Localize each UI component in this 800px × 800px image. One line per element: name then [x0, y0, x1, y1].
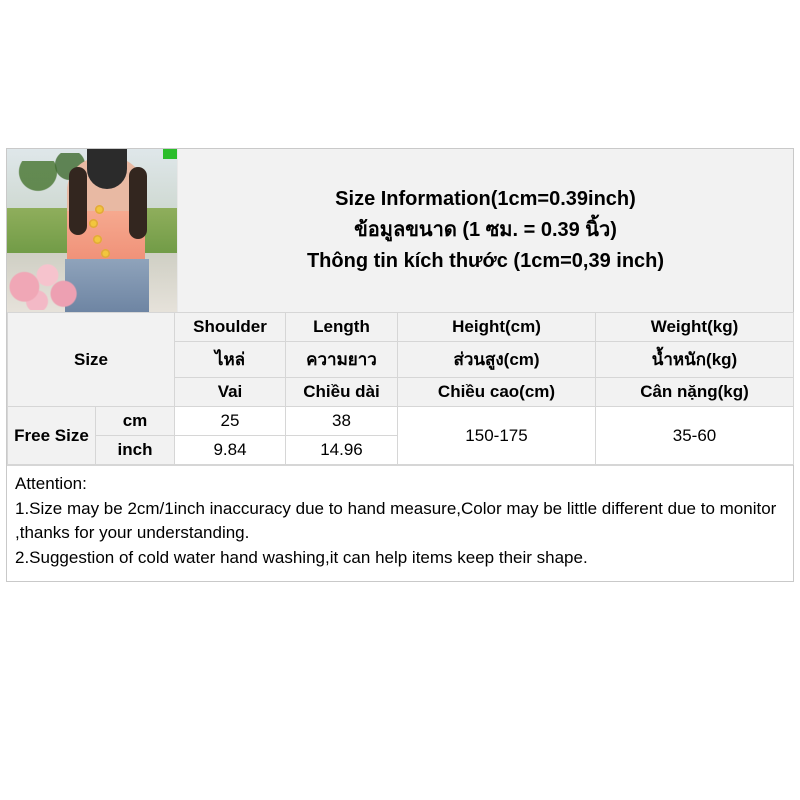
model-braid-right	[129, 167, 147, 239]
col-weight-en: Weight(kg)	[596, 313, 794, 342]
size-information-card	[6, 148, 794, 582]
card-header	[7, 149, 793, 312]
shoulder-inch-value: 9.84	[175, 436, 286, 465]
height-range-value: 150-175	[398, 407, 596, 465]
model-braid-left	[69, 167, 87, 235]
col-length-th: ความยาว	[286, 342, 398, 378]
free-size-label-cell: Free Size	[8, 407, 96, 465]
title-thai: ข้อมูลขนาด (1 ซม. = 0.39 นิ้ว)	[354, 219, 617, 241]
roses-bouquet	[9, 252, 79, 310]
attention-block	[7, 465, 793, 581]
col-height-en: Height(cm)	[398, 313, 596, 342]
model-head	[87, 149, 127, 189]
unit-inch-cell: inch	[96, 436, 175, 465]
length-cm-value: 38	[286, 407, 398, 436]
col-height-th: ส่วนสูง(cm)	[398, 342, 596, 378]
attention-heading: Attention:	[15, 474, 87, 493]
shoulder-cm-value: 25	[175, 407, 286, 436]
table-row	[8, 313, 794, 342]
flower-icon	[101, 249, 110, 258]
col-shoulder-vi: Vai	[175, 378, 286, 407]
green-marker	[163, 149, 177, 159]
size-table	[7, 312, 794, 465]
size-label-cell: Size	[8, 313, 175, 407]
title-block	[178, 149, 793, 312]
unit-cm-cell: cm	[96, 407, 175, 436]
attention-line-2: 2.Suggestion of cold water hand washing,it can help items keep their shape.	[15, 547, 588, 567]
col-shoulder-th: ไหล่	[175, 342, 286, 378]
attention-line-1: 1.Size may be 2cm/1inch inaccuracy due to hand measure,Color may be little different due to monitor ,thanks for your understanding.	[15, 498, 777, 543]
length-inch-value: 14.96	[286, 436, 398, 465]
table-row	[8, 407, 794, 436]
flower-icon	[89, 219, 98, 228]
product-photo	[7, 149, 178, 312]
title-vietnamese: Thông tin kích thước (1cm=0,39 inch)	[306, 250, 665, 272]
title-english: Size Information(1cm=0.39inch)	[335, 188, 636, 210]
col-length-vi: Chiều dài	[286, 378, 398, 407]
col-length-en: Length	[286, 313, 398, 342]
col-weight-vi: Cân nặng(kg)	[596, 378, 794, 407]
col-shoulder-en: Shoulder	[175, 313, 286, 342]
weight-range-value: 35-60	[596, 407, 794, 465]
flower-icon	[93, 235, 102, 244]
col-height-vi: Chiều cao(cm)	[398, 378, 596, 407]
flower-icon	[95, 205, 104, 214]
col-weight-th: น้ำหนัก(kg)	[596, 342, 794, 378]
